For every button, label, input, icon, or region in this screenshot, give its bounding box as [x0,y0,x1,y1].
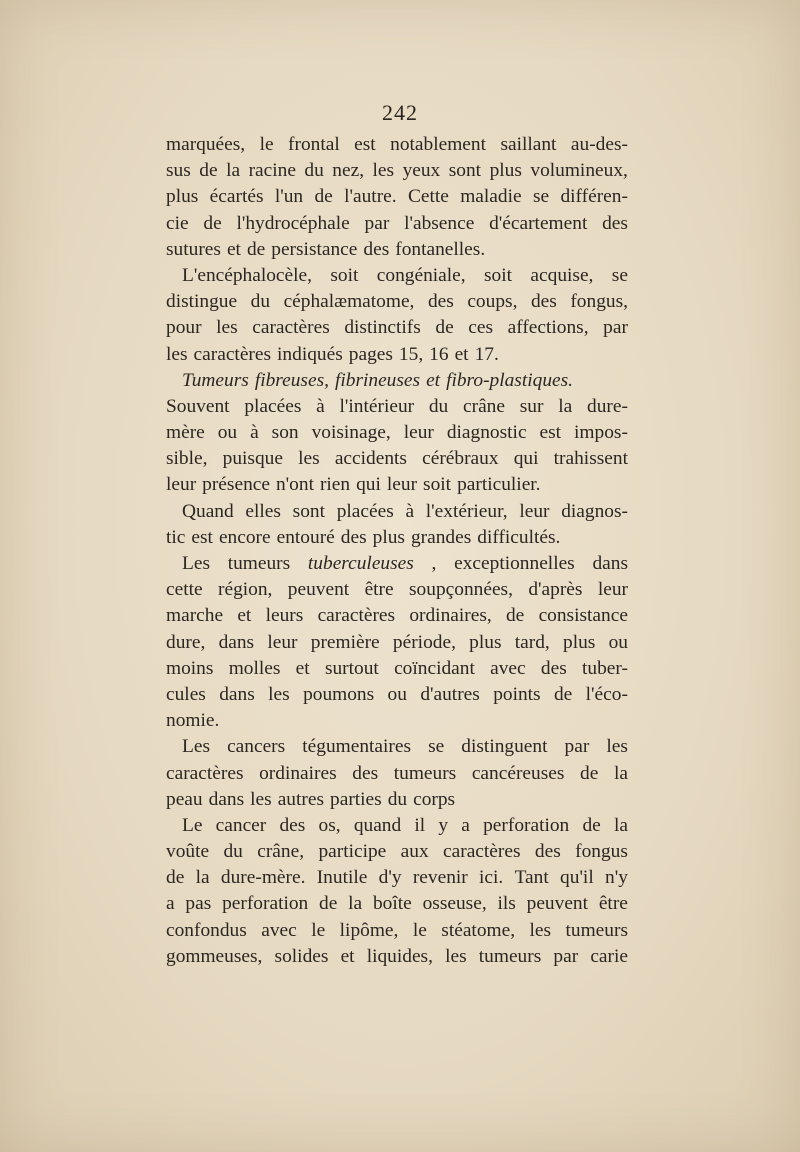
text-line [166,342,628,368]
word: de [314,186,333,208]
word: à [405,500,415,522]
word: sont [448,160,482,182]
word: des [340,526,367,548]
word: cie [166,212,189,234]
word: la [613,814,628,836]
word: avec [261,919,297,941]
word: n'ont [275,474,314,496]
word: première [310,631,380,653]
word: les [606,736,628,758]
word: perforation [222,893,309,915]
word: cérébraux [422,448,499,470]
word: ou [387,683,407,705]
word: la [558,395,573,417]
word: quand [353,814,402,836]
word: diagnos- [561,500,628,522]
word: congéniale, [376,264,466,286]
word: carie [590,945,628,967]
word: fibrineuses [334,369,421,391]
text-line [166,682,628,708]
word: soit [484,264,513,286]
word: dans [218,631,255,653]
word: aux [400,841,429,863]
word: n'y [605,867,628,889]
word: os, [318,814,341,836]
word: elles [245,500,281,522]
word: dans [219,683,255,705]
text-line [166,708,628,734]
word: de [435,317,454,339]
word: leur [597,579,628,601]
word: son [271,422,299,444]
word: stéatome, [441,919,516,941]
word: caractères [252,317,330,339]
word: tuberculeuses [307,553,414,574]
word: les [268,683,290,705]
word: plus [563,631,596,653]
word: fongus, [570,291,628,313]
word: le [311,919,326,941]
word: être [598,893,628,915]
word: accidents [334,448,407,470]
word: tumeurs [478,945,542,967]
word: leurs [265,605,304,627]
word: les [216,317,238,339]
word: lipôme, [339,919,399,941]
text-line [166,289,628,315]
word: du [387,788,408,810]
word: par [364,212,390,234]
word: d'y [378,867,402,889]
word: des [427,291,454,313]
text-line [166,368,628,394]
word: 17. [474,343,499,365]
word: distingue [166,291,238,313]
text-line [166,263,628,289]
word: la [226,160,241,182]
text-line [166,577,628,603]
word: qui [356,474,381,496]
word: revenir [412,867,468,889]
word: plus [469,631,502,653]
word: fongus [575,841,628,863]
word: d'autres [420,683,480,705]
word: est [191,526,213,548]
word: et [295,657,310,679]
word: corps [413,788,456,810]
word: voûte [166,841,210,863]
word: ils [497,893,516,915]
word: ordinaires [259,762,337,784]
word: avec [490,657,526,679]
word: soit [423,474,452,496]
word: de [203,212,222,234]
word: les [372,160,395,182]
word: liquides, [366,945,433,967]
word: du [223,841,243,863]
word: et [340,945,355,967]
word: à [250,422,259,444]
word: ou [217,422,238,444]
word: l'absence [404,212,475,234]
text-line [166,761,628,787]
text-line [166,551,628,577]
text-line [166,420,628,446]
word: Les [182,736,210,758]
word: la [195,867,210,889]
word: de [199,160,218,182]
word: présence [202,474,270,496]
text-line [166,158,628,184]
word: maladie [460,186,522,208]
word: des [363,238,390,260]
word: la [348,893,363,915]
word: le [259,134,274,155]
word: impos- [574,422,628,444]
word: caractères [193,343,272,365]
word: acquise, [530,264,594,286]
word: ces [468,317,494,339]
word: les [250,788,272,810]
word: pas [185,893,212,915]
word: l'extérieur, [425,500,508,522]
word: ici. [479,867,504,889]
word: consistance [538,605,628,627]
word: difficultés. [477,526,561,548]
word: sutures [166,238,221,260]
word: le [412,919,427,941]
text-line [166,603,628,629]
word: Quand [182,500,234,522]
word: peuvent [526,893,589,915]
word: tumeurs [227,553,291,574]
word: coïncidant [394,657,475,679]
word: moins [166,657,214,679]
word: peau [166,788,203,810]
text-line [166,184,628,210]
word: les [529,919,552,941]
word: du [304,160,324,182]
text-line [166,132,628,158]
word: les [445,945,467,967]
word: nez, [332,160,365,182]
word: surtout [324,657,379,679]
word: différen- [560,186,628,208]
word: il [414,814,426,836]
word: tumeurs [393,762,457,784]
word: des [352,762,379,784]
word: marche [166,605,224,627]
word: solides [274,945,329,967]
word: Tumeurs [182,369,249,391]
word: leur [519,500,550,522]
text-line [166,813,628,839]
word: ordinaires, [409,605,492,627]
word: leur [403,422,434,444]
word: leur [267,631,298,653]
word: boîte [372,893,412,915]
text-line [166,918,628,944]
word: yeux [402,160,441,182]
word: perforation [483,814,570,836]
word: indiqués [277,343,343,365]
word: sus [166,160,191,182]
text-line [166,734,628,760]
word: cancéreuses [471,762,565,784]
text-line [166,499,628,525]
word: voisinage, [311,422,391,444]
word: Inutile [316,867,368,889]
word: fontanelles. [395,238,486,260]
word: de [319,893,338,915]
word: et [454,343,469,365]
word: les [166,343,188,365]
word: grandes [410,526,472,548]
word: qui [513,448,539,470]
word: pages [348,343,393,365]
word: dure-mère. [220,867,306,889]
word: soit [330,264,359,286]
text-line [166,839,628,865]
word: mère [166,422,205,444]
word: autres [277,788,325,810]
word: qu'il [560,867,594,889]
word: molles [228,657,281,679]
text-line [166,237,628,263]
word: plus [489,160,522,182]
word: période, [392,631,456,653]
word: Cette [407,186,449,208]
word: se [611,264,628,286]
word: a [461,814,470,836]
word: encore [218,526,271,548]
word: 16 [429,343,449,365]
word: des [540,657,567,679]
word: osseuse, [422,893,487,915]
text-line [166,472,628,498]
word: l'autre. [344,186,397,208]
word: plus [372,526,405,548]
word: céphalæmatome, [283,291,415,313]
word: du [250,291,271,313]
word: de [166,867,185,889]
word: tumeurs [565,919,628,941]
word: des [530,291,557,313]
word: du [428,395,449,417]
word: L'encéphalocèle, [182,264,312,286]
word: distinctifs [344,317,421,339]
word: trahissent [553,448,628,470]
word: et [237,605,252,627]
word: distinguent [461,736,548,758]
word: de [246,238,266,260]
word: Tant [514,867,549,889]
word: crâne, [257,841,305,863]
word: être [364,579,394,601]
word: affections, [507,317,589,339]
word: diagnostic [446,422,527,444]
text-line [166,656,628,682]
word: cules [166,683,206,705]
word: 15, [398,343,424,365]
word: parties [330,788,382,810]
page-number: 242 [382,100,418,125]
word: de [582,814,601,836]
word: à [316,395,325,417]
text-line [166,211,628,237]
word: saillant [500,134,557,155]
word: dure, [166,631,206,653]
word: , [431,553,437,574]
word: dure- [587,395,628,417]
word: de [580,762,599,784]
word: de [505,605,525,627]
word: la [613,762,628,784]
word: particulier. [457,474,541,496]
word: racine [248,160,296,182]
word: peuvent [287,579,350,601]
word: fibreuses, [254,369,329,391]
word: cette [166,579,203,601]
word: rien [319,474,351,496]
word: les [298,448,320,470]
word: cancers [227,736,286,758]
word: l'hydrocéphale [236,212,350,234]
text-line [166,630,628,656]
body-text [166,132,628,970]
word: par [553,945,579,967]
word: d'écartement [489,212,588,234]
word: leur [386,474,418,496]
word: notablement [390,134,486,155]
word: des [602,212,628,234]
word: marquées, [166,134,246,155]
word: sible, [166,448,208,470]
word: d'après [528,579,583,601]
word: région, [218,579,273,601]
text-line [166,315,628,341]
word: poumons [303,683,375,705]
word: est [539,422,562,444]
word: dans [592,553,628,574]
word: des [534,841,561,863]
word: Souvent [166,395,230,417]
word: a [166,893,175,915]
word: leur [166,474,197,496]
word: coups, [467,291,518,313]
word: placées [336,500,394,522]
word: participe [318,841,387,863]
word: et [426,369,441,391]
word: points [493,683,541,705]
word: se [428,736,445,758]
text-line [166,525,628,551]
word: au-des- [570,134,628,155]
word: caractères [166,762,244,784]
text-line [166,865,628,891]
word: entouré [276,526,335,548]
text-line [166,394,628,420]
word: volumineux, [530,160,628,182]
word: caractères [443,841,521,863]
word: persistance [271,238,358,260]
word: tard, [514,631,550,653]
word: frontal [288,134,340,155]
word: nomie. [166,710,220,732]
word: l'intérieur [339,395,415,417]
word: y [438,814,449,836]
word: Le [182,814,203,836]
word: tuber- [582,657,628,679]
word: se [532,186,550,208]
word: sont [292,500,325,522]
word: placées [244,395,302,417]
word: caractères [317,605,396,627]
word: gommeuses, [166,945,263,967]
word: plus [166,186,199,208]
word: ou [608,631,628,653]
word: soupçonnées, [409,579,513,601]
word: fibro-plastiques. [446,369,574,391]
word: crâne [463,395,505,417]
word: confondus [166,919,247,941]
word: sur [519,395,544,417]
word: est [354,134,376,155]
word: et [226,238,241,260]
word: exceptionnelles [454,553,575,574]
word: cancer [215,814,267,836]
word: l'un [274,186,304,208]
text-line [166,891,628,917]
word: écartés [209,186,264,208]
word: dans [208,788,245,810]
word: des [279,814,306,836]
word: par [603,317,628,339]
word: l'éco- [585,683,628,705]
text-line [166,446,628,472]
word: Les [182,553,210,574]
word: pour [166,317,202,339]
word: de [553,683,573,705]
word: tégumentaires [302,736,412,758]
word: puisque [222,448,283,470]
word: tic [166,526,186,548]
text-line [166,787,628,813]
word: par [564,736,590,758]
text-line [166,944,628,970]
